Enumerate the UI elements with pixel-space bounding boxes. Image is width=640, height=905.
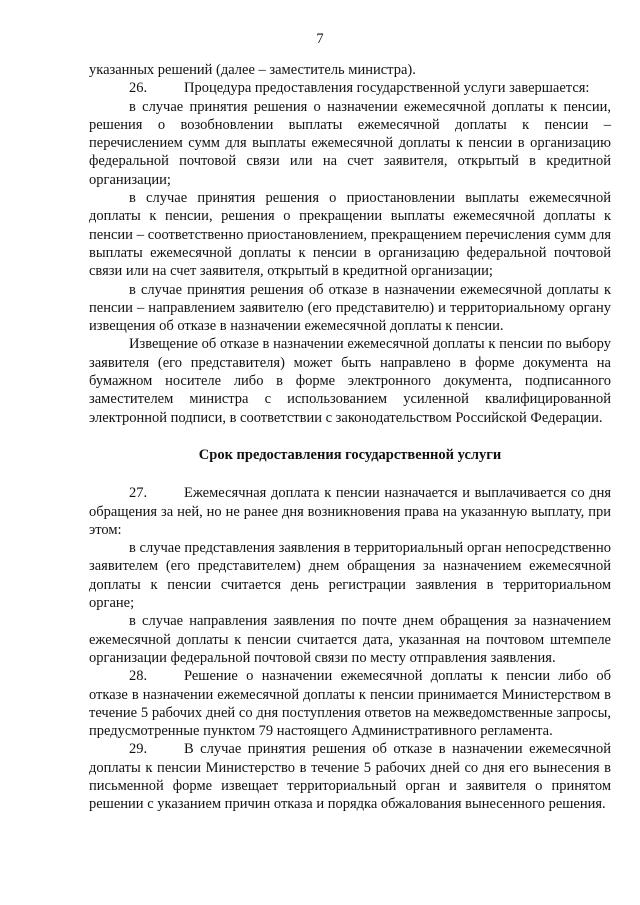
paragraph-continuation: указанных решений (далее – заместитель министра).	[89, 62, 416, 78]
paragraph-27-text: Ежемесячная доплата к пенсии назначается и выплачивается со дня обращения за ней, но не ранее дня возникновения права на указанную выплату, при этом:	[89, 485, 611, 538]
paragraph-28-text: Решение о назначении ежемесячной доплаты к пенсии либо об отказе в назначении ежемесячной доплаты к пенсии принимается Министерством в течение 5 рабочих дней со дня поступления ответов на межведомственные запросы, предусмотренные пунктом 79 настоящего Административного регламента.	[89, 668, 611, 740]
paragraph-26-case-c: в случае принятия решения об отказе в назначении ежемесячной доплаты к пенсии – направлением заявителю (его представителю) и территориальному органу извещения об отказе в назначении ежемесячной доплаты к пенсии.	[89, 281, 611, 335]
paragraph-26	[89, 79, 611, 97]
paragraph-26-notice: Извещение об отказе в назначении ежемесячной доплаты к пенсии по выбору заявителя (его представителя) может быть направлено в форме документа на бумажном носителе либо в форме электронного документа, подписанного заместителем министра с использованием усиленной квалифицированной электронной подписи, в соответствии с законодательством Российской Федерации.	[89, 336, 611, 426]
item-number-29: 29.	[129, 741, 148, 758]
paragraph-28	[89, 667, 611, 740]
item-number-26: 26.	[129, 80, 148, 97]
document-body	[89, 61, 611, 814]
paragraph-27	[89, 484, 611, 539]
paragraph-26-case-a: в случае принятия решения о назначении ежемесячной доплаты к пенсии, решения о возобновлении выплаты ежемесячной доплаты к пенсии – перечислением сумм для выплаты ежемесячной доплаты к пенсии в организацию федеральной почтовой связи или на счет заявителя, открытый в кредитной организации;	[89, 98, 611, 188]
item-number-28: 28.	[129, 668, 148, 685]
item-number-27: 27.	[129, 485, 148, 502]
paragraph-29	[89, 740, 611, 813]
page-number: 7	[316, 31, 324, 47]
paragraph-26-text: Процедура предоставления государственной услуги завершается:	[184, 80, 590, 97]
paragraph-26-case-b: в случае принятия решения о приостановлении выплаты ежемесячной доплаты к пенсии, решения о прекращении выплаты ежемесячной доплаты к пенсии – соответственно приостановлением, прекращением перечисления сумм для выплаты ежемесячной доплаты к пенсии в организацию федеральной почтовой связи или на счет заявителя, открытый в кредитной организации;	[89, 190, 611, 280]
paragraph-27-case-b: в случае направления заявления по почте днем обращения за назначением ежемесячной доплаты к пенсии считается дата, указанная на почтовом штемпеле организации федеральной почтовой связи по месту отправления заявления.	[89, 613, 611, 666]
paragraph-27-case-a: в случае представления заявления в территориальный орган непосредственно заявителем (его представителем) днем обращения за назначением ежемесячной доплаты к пенсии считается день регистрации заявления в территориальном органе;	[89, 540, 611, 612]
section-heading: Срок предоставления государственной услуги	[198, 446, 502, 463]
paragraph-29-text: В случае принятия решения об отказе в назначении ежемесячной доплаты к пенсии Министерство в течение 5 рабочих дней со дня его вынесения в письменной форме извещает территориальный орган и заявителя о принятом решении с указанием причин отказа и порядка обжалования вынесенного решения.	[89, 741, 611, 813]
